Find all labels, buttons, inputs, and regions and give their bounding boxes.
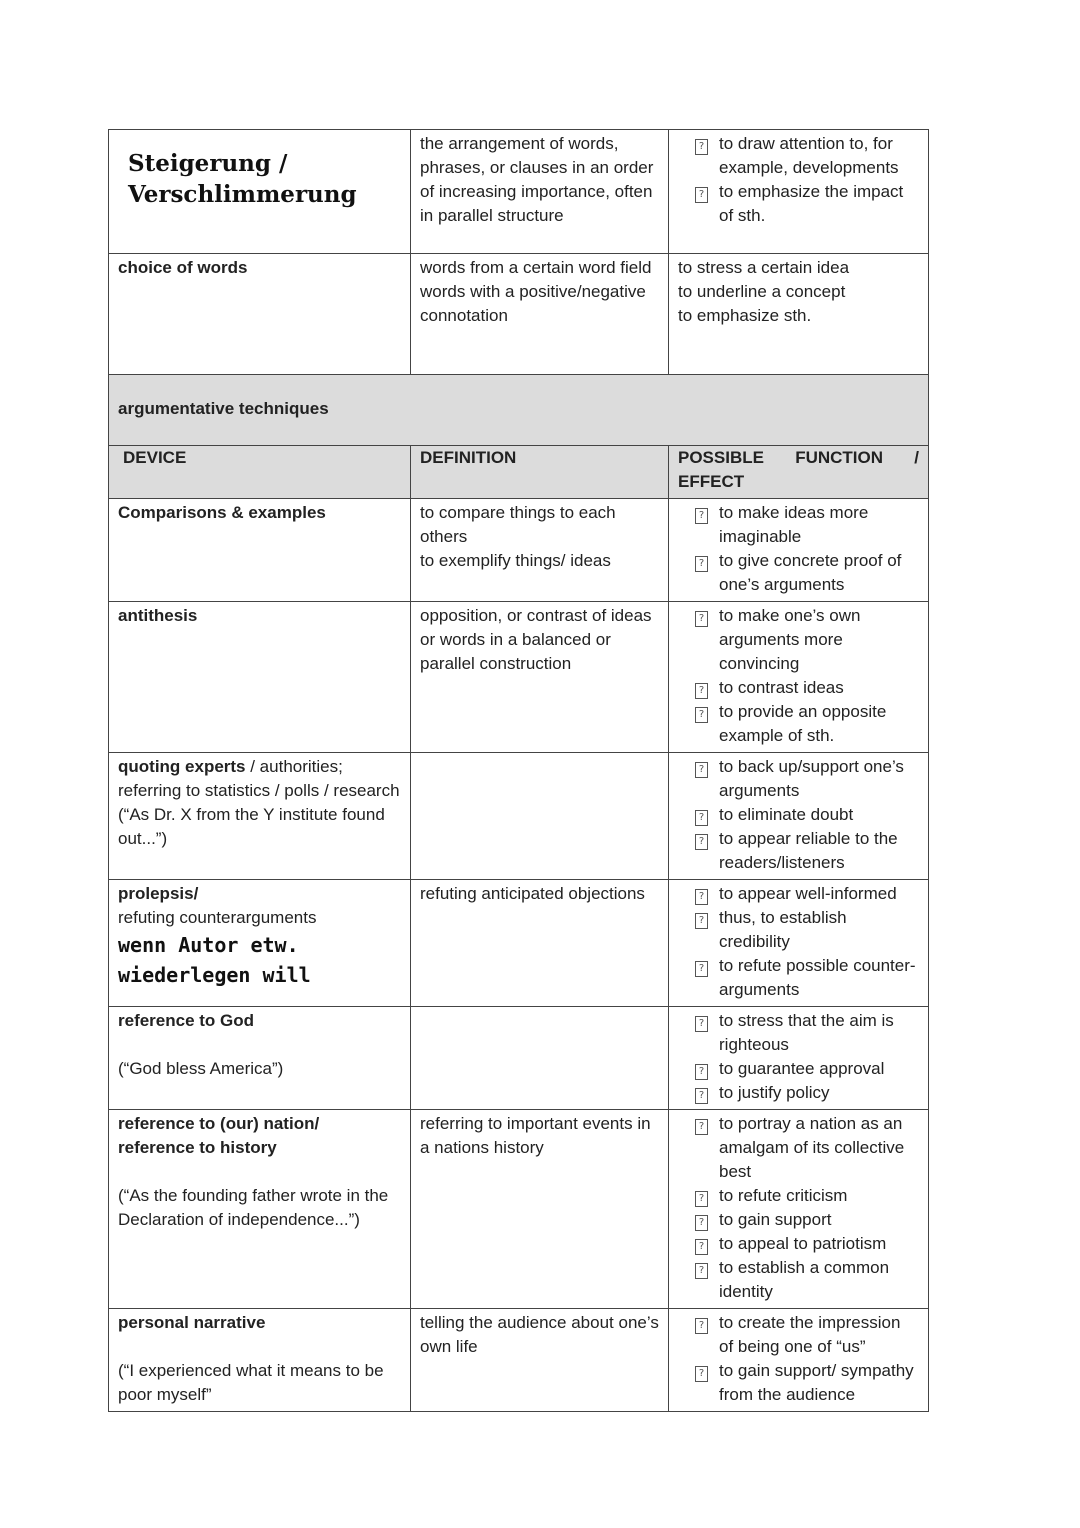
checkbox-icon: ? (695, 556, 708, 572)
effect-cell (669, 499, 929, 602)
effect-cell (669, 1110, 929, 1309)
table-row (109, 602, 929, 753)
checkbox-icon: ? (695, 683, 708, 699)
list-item: ? to establish a common identity (678, 1256, 919, 1304)
device-cell: antithesis (109, 602, 411, 753)
list-item: ? to make ideas more imaginable (678, 501, 919, 549)
table-row (109, 880, 929, 1007)
checkbox-icon: ? (695, 913, 708, 929)
checkbox-icon: ? (695, 889, 708, 905)
list-item: ? to eliminate doubt (678, 803, 919, 827)
document-page (108, 129, 928, 1412)
definition-cell (411, 753, 669, 880)
header-effect: POSSIBLE FUNCTION / EFFECT (669, 446, 929, 499)
definition-cell: refuting anticipated objections (411, 880, 669, 1007)
section-title: argumentative techniques (109, 375, 929, 446)
list-item: ? to stress that the aim is righteous (678, 1009, 919, 1057)
checkbox-icon: ? (695, 1088, 708, 1104)
effect-cell (669, 753, 929, 880)
checkbox-icon: ? (695, 810, 708, 826)
list-item: ? to create the impression of being one of “us” (678, 1311, 919, 1359)
definition-cell: the arrangement of words, phrases, or clauses in an order of increasing importance, often in parallel structure (411, 130, 669, 254)
device-cell: Comparisons & examples (109, 499, 411, 602)
list-item: ? to refute criticism (678, 1184, 919, 1208)
checkbox-icon: ? (695, 834, 708, 850)
header-device: DEVICE (109, 446, 411, 499)
checkbox-icon: ? (695, 1016, 708, 1032)
checkbox-icon: ? (695, 1263, 708, 1279)
devices-table (108, 129, 929, 1412)
checkbox-icon: ? (695, 1064, 708, 1080)
checkbox-icon: ? (695, 1191, 708, 1207)
table-row (109, 254, 929, 375)
checkbox-icon: ? (695, 961, 708, 977)
list-item: ? to appear reliable to the readers/listeners (678, 827, 919, 875)
device-cell: choice of words (109, 254, 411, 375)
list-item: ? to give concrete proof of one’s arguments (678, 549, 919, 597)
device-cell: reference to God (“God bless America”) (109, 1007, 411, 1110)
list-item: ? to appear well-informed (678, 882, 919, 906)
definition-cell: telling the audience about one’s own life (411, 1309, 669, 1412)
effect-cell (669, 880, 929, 1007)
section-row (109, 375, 929, 446)
list-item: ? to guarantee approval (678, 1057, 919, 1081)
checkbox-icon: ? (695, 187, 708, 203)
effect-cell (669, 602, 929, 753)
table-row (109, 499, 929, 602)
table-row (109, 130, 929, 254)
list-item: ? to contrast ideas (678, 676, 919, 700)
list-item: ? thus, to establish credibility (678, 906, 919, 954)
effect-cell: to stress a certain idea to underline a concept to emphasize sth. (669, 254, 929, 375)
device-cell (109, 130, 411, 254)
checkbox-icon: ? (695, 1215, 708, 1231)
list-item: ? to gain support (678, 1208, 919, 1232)
definition-cell: referring to important events in a nations history (411, 1110, 669, 1309)
header-definition: DEFINITION (411, 446, 669, 499)
definition-cell: opposition, or contrast of ideas or words in a balanced or parallel construction (411, 602, 669, 753)
list-item: ? to appeal to patriotism (678, 1232, 919, 1256)
checkbox-icon: ? (695, 611, 708, 627)
effect-cell (669, 130, 929, 254)
checkbox-icon: ? (695, 1366, 708, 1382)
definition-cell: words from a certain word field words with a positive/negative connotation (411, 254, 669, 375)
effect-cell (669, 1007, 929, 1110)
device-cell: reference to (our) nation/ reference to history (“As the founding father wrote in the Declaration of independence...”) (109, 1110, 411, 1309)
list-item: ? to gain support/ sympathy from the audience (678, 1359, 919, 1407)
list-item: ? to portray a nation as an amalgam of its collective best (678, 1112, 919, 1184)
device-cell: personal narrative (“I experienced what it means to be poor myself” (109, 1309, 411, 1412)
list-item: ? to provide an opposite example of sth. (678, 700, 919, 748)
list-item: ? to justify policy (678, 1081, 919, 1105)
list-item: ? to emphasize the impact of sth. (678, 180, 919, 228)
handwritten-note: Steigerung / Verschlimmerung (128, 150, 357, 208)
checkbox-icon: ? (695, 1119, 708, 1135)
list-item: ? to back up/support one’s arguments (678, 755, 919, 803)
checkbox-icon: ? (695, 1239, 708, 1255)
effect-cell (669, 1309, 929, 1412)
list-item: ? to refute possible counter-arguments (678, 954, 919, 1002)
table-row (109, 1007, 929, 1110)
checkbox-icon: ? (695, 139, 708, 155)
checkbox-icon: ? (695, 707, 708, 723)
list-item: ? to make one’s own arguments more convincing (678, 604, 919, 676)
checkbox-icon: ? (695, 762, 708, 778)
table-row (109, 1110, 929, 1309)
table-row (109, 753, 929, 880)
device-cell: prolepsis/ refuting counterarguments wenn Autor etw. wiederlegen will (109, 880, 411, 1007)
device-cell: quoting experts / authorities; referring to statistics / polls / research (“As Dr. X from the Y institute found out...”) (109, 753, 411, 880)
table-row (109, 1309, 929, 1412)
list-item: ? to draw attention to, for example, developments (678, 132, 919, 180)
definition-cell: to compare things to each others to exemplify things/ ideas (411, 499, 669, 602)
handwritten-note: wenn Autor etw. wiederlegen will (118, 933, 311, 987)
header-row (109, 446, 929, 499)
definition-cell (411, 1007, 669, 1110)
checkbox-icon: ? (695, 1318, 708, 1334)
checkbox-icon: ? (695, 508, 708, 524)
